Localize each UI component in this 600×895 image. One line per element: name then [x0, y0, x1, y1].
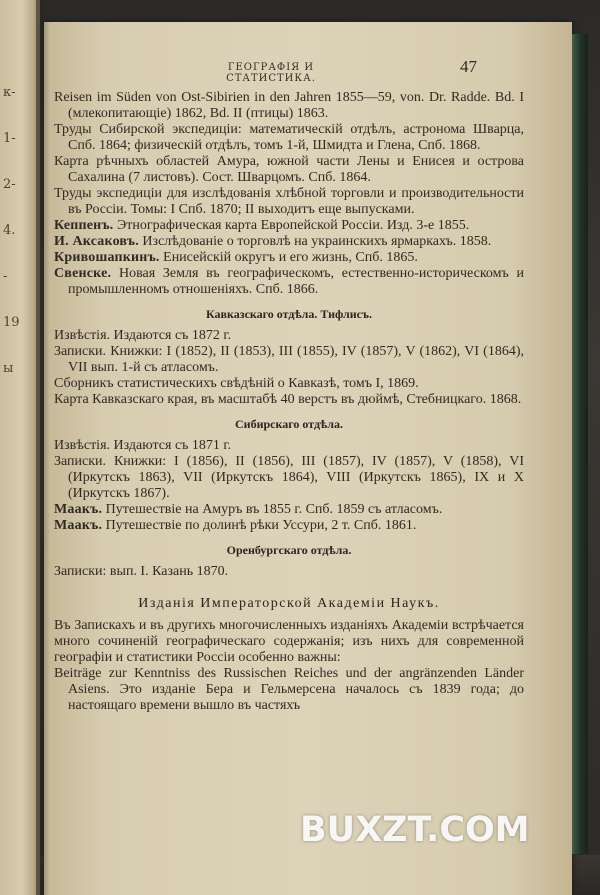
- left-page-fragment: -: [3, 269, 8, 284]
- bibliography-list-main: [54, 90, 524, 298]
- bibliography-entry: [54, 250, 524, 266]
- bibliography-entry: [54, 564, 524, 580]
- left-page-fragment: 1-: [3, 131, 16, 146]
- bibliography-entry: [54, 154, 524, 186]
- bibliography-entry: [54, 438, 524, 454]
- author-name: Кривошапкинъ.: [54, 250, 160, 265]
- bibliography-list-siberia: [54, 438, 524, 534]
- section-heading-siberia: Сибирскаго отдѣла.: [235, 417, 343, 431]
- entry-text: Новая Земля въ географическомъ, естественно-историческомъ и промышленномъ отношеніяхъ. Спб. 1866.: [68, 266, 524, 297]
- bibliography-entry: [54, 90, 524, 122]
- spine-shadow: [36, 0, 50, 895]
- entry-text: Труды экспедиціи для изслѣдованія хлѣбной торговли и производительности въ Россіи. Томы: I Спб. 1870; II выходитъ еще выпусками.: [54, 186, 524, 217]
- author-name: И. Аксаковъ.: [54, 234, 139, 249]
- watermark-text: BUXZT.COM: [300, 810, 530, 850]
- entry-text: Карта рѣчныхъ областей Амура, южной части Лены и Енисея и острова Сахалина (7 листовъ). Сост. Шварцомъ. Спб. 1864.: [54, 154, 524, 185]
- left-page-fragment: к-: [3, 85, 16, 100]
- entry-text: Енисейскій округъ и его жизнь, Спб. 1865.: [159, 250, 418, 265]
- bibliography-entry: [54, 328, 524, 344]
- entry-text: Труды Сибирской экспедиціи: математическій отдѣлъ, астронома Шварца, Спб. 1864; физическій отдѣлъ, томъ 1-й, Шмидта и Глена, Спб. 1868.: [54, 122, 524, 153]
- left-page-fragment: 2-: [3, 177, 16, 192]
- entry-text: Путешествіе на Амуръ въ 1855 г. Спб. 1859 съ атласомъ.: [102, 502, 443, 517]
- author-name: Кеппенъ.: [54, 218, 114, 233]
- left-page-fragments: [3, 70, 31, 392]
- bibliography-entry: [54, 502, 524, 518]
- section-heading-academy: Изданія Императорской Академіи Наукъ.: [138, 596, 440, 611]
- bibliography-entry: [54, 344, 524, 376]
- page-number: 47: [460, 57, 477, 76]
- entry-text: Записки. Книжки: I (1856), II (1856), III (1857), IV (1857), V (1858), VI (Иркутскъ 1863), VII (Иркутскъ 1864), VIII (Иркутскъ 1865), IX и X (Иркутскъ 1867).: [54, 454, 524, 501]
- author-name: Маакъ.: [54, 518, 103, 533]
- bibliography-entry: [54, 218, 524, 234]
- page-body: [54, 90, 524, 714]
- entry-text: Извѣстія. Издаются съ 1872 г.: [54, 328, 232, 343]
- left-page-fragment: 4.: [3, 223, 16, 238]
- left-page-fragment: ы: [3, 361, 14, 376]
- author-name: Маакъ.: [54, 502, 103, 517]
- entry-text: Путешествіе по долинѣ рѣки Уссури, 2 т. Спб. 1861.: [102, 518, 417, 533]
- bibliography-entry: [54, 454, 524, 502]
- entry-text: Reisen im Süden von Ost-Sibirien in den Jahren 1855—59, von. Dr. Radde. Bd. I (млекопитающіе) 1862, Bd. II (птицы) 1863.: [54, 90, 524, 121]
- entry-text: Записки: вып. I. Казань 1870.: [54, 564, 229, 579]
- entry-text: Изслѣдованіе о торговлѣ на украинскихъ ярмаркахъ. 1858.: [138, 234, 492, 249]
- section-heading-orenburg: Оренбургскаго отдѣла.: [226, 543, 352, 557]
- author-name: Свенске.: [54, 266, 112, 281]
- bibliography-entry: [54, 376, 524, 392]
- bibliography-list-orenburg: [54, 564, 524, 580]
- running-header: ГЕОГРАФІЯ И СТАТИСТИКА.: [226, 62, 316, 84]
- bibliography-entry: [54, 234, 524, 250]
- left-page-fragment: 19: [3, 315, 20, 330]
- entry-text: Сборникъ статистическихъ свѣдѣній о Кавказѣ, томъ I, 1869.: [54, 376, 419, 391]
- bibliography-entry: [54, 122, 524, 154]
- bibliography-list-caucasus: [54, 328, 524, 408]
- entry-text: Записки. Книжки: I (1852), II (1853), III (1855), IV (1857), V (1862), VI (1864), VII вып. 1-й съ атласомъ.: [54, 344, 524, 375]
- bibliography-entry: [54, 392, 524, 408]
- section-heading-caucasus: Кавказскаго отдѣла. Тифлисъ.: [206, 307, 372, 321]
- academy-paragraph: Въ Запискахъ и въ другихъ многочисленныхъ изданіяхъ Академіи встрѣчается много сочиненій географическаго содержанія; изъ нихъ для современной географіи и статистики Россіи особенно важны:: [54, 618, 524, 665]
- entry-text: Этнографическая карта Европейской Россіи. Изд. 3-е 1855.: [113, 218, 470, 233]
- entry-text: Карта Кавказскаго края, въ масштабѣ 40 верстъ въ дюймѣ, Стебницкаго. 1868.: [54, 392, 522, 407]
- left-page-edge: [0, 0, 40, 895]
- entry-text: Извѣстія. Издаются съ 1871 г.: [54, 438, 232, 453]
- bibliography-entry: [54, 186, 524, 218]
- bibliography-entry: [54, 518, 524, 534]
- bibliography-entry: [54, 266, 524, 298]
- academy-entry: Beiträge zur Kenntniss des Russischen Reiches und der angränzenden Länder Asiens. Это изданіе Бера и Гельмерсена началось съ 1839 года; до настоящаго времени вышло въ частяхъ: [54, 666, 524, 713]
